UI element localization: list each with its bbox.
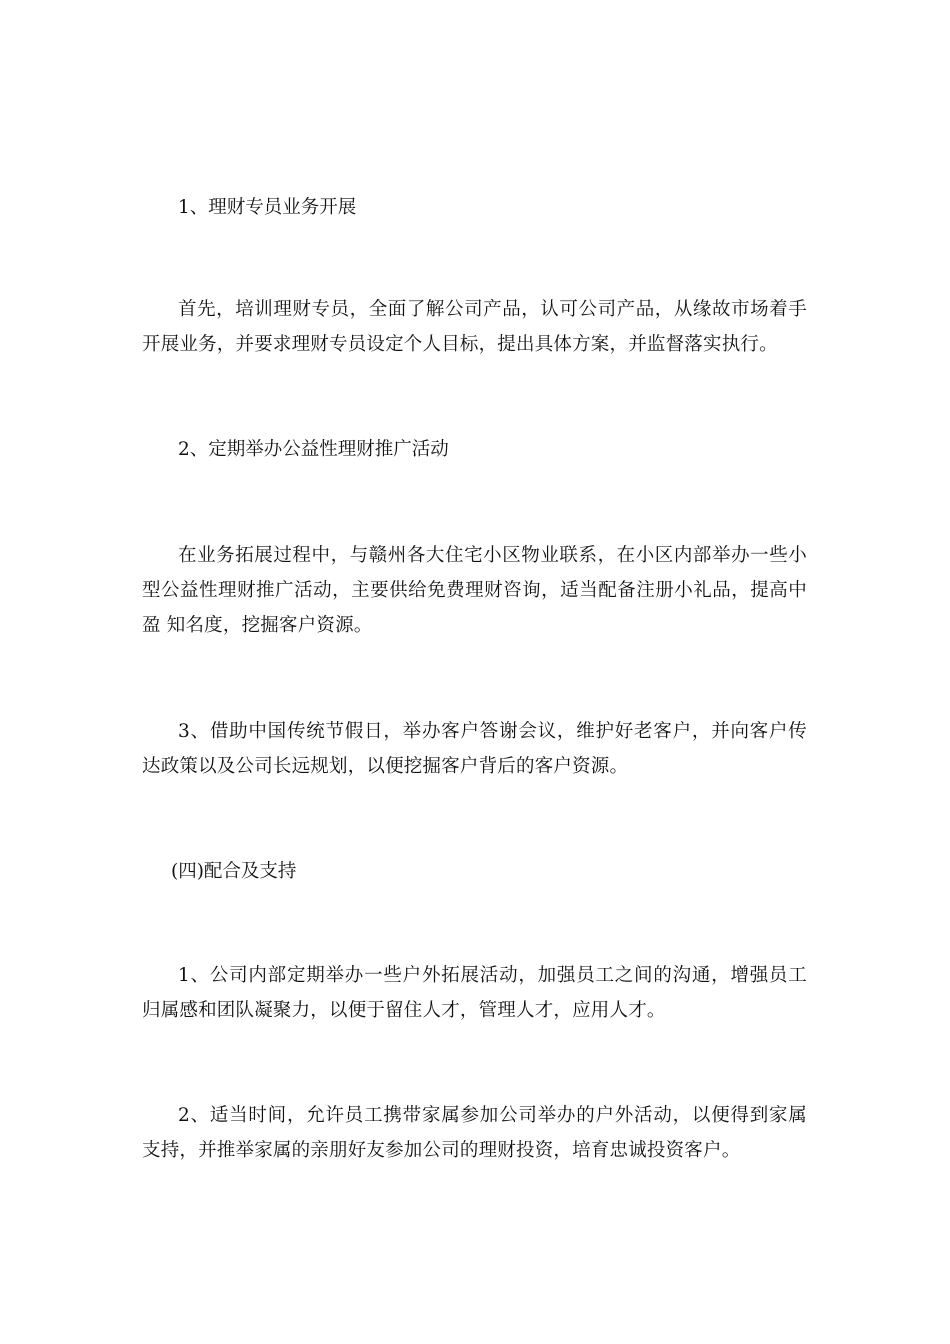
paragraph-holiday-client-events: 3、借助中国传统节假日，举办客户答谢会议，维护好老客户，并向客户传达政策以及公司长远规划，以便挖掘客户背后的客户资源。 [142, 721, 807, 777]
paragraph-training-specialists: 首先，培训理财专员，全面了解公司产品，认可公司产品，从缘故市场着手开展业务，并要求理财专员设定个人目标，提出具体方案，并监督落实执行。 [142, 299, 807, 355]
paragraph-community-promotion: 在业务拓展过程中，与赣州各大住宅小区物业联系，在小区内部举办一些小型公益性理财推广活动，主要供给免费理财咨询，适当配备注册小礼品，提高中盈 知名度，挖掘客户资源。 [142, 545, 807, 636]
heading-public-promotion-activities: 2、定期举办公益性理财推广活动 [178, 439, 449, 460]
paragraph-outdoor-team-building: 1、公司内部定期举办一些户外拓展活动，加强员工之间的沟通，增强员工归属感和团队凝聚力，以便于留住人才，管理人才，应用人才。 [142, 965, 807, 1021]
paragraph-family-participation: 2、适当时间，允许员工携带家属参加公司举办的户外活动，以便得到家属支持，并推举家属的亲朋好友参加公司的理财投资，培育忠诚投资客户。 [142, 1105, 807, 1161]
heading-cooperation-support: (四)配合及支持 [171, 861, 297, 882]
heading-wealth-specialist-business: 1、理财专员业务开展 [178, 197, 357, 218]
